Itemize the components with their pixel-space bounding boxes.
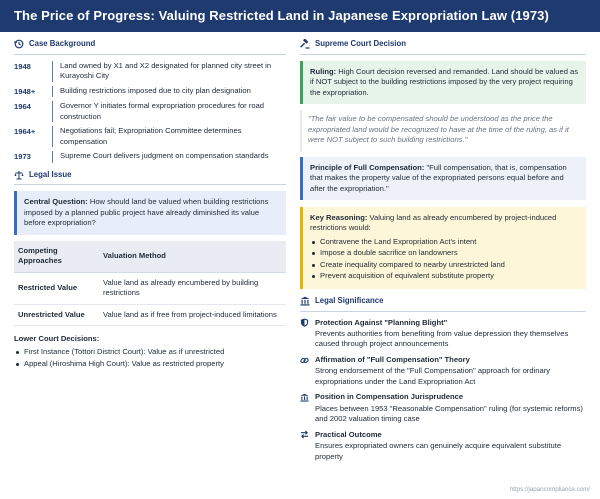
significance-item <box>300 355 586 387</box>
reasoning-list <box>310 237 579 282</box>
timeline-text: Governor Y initiates formal expropriation procedures for road construction <box>52 101 286 122</box>
institution-icon <box>300 296 310 306</box>
footer-url[interactable]: https://japancompliance.com/ <box>509 486 590 494</box>
timeline-item <box>14 151 286 162</box>
central-question-text: How should land be valued when building restrictions imposed by a planned public project have already diminished its value before expropriation? <box>24 197 269 228</box>
court-quote: "The fair value to be compensated should be understood as the price the expropriated land would be recognized to have at the time of the ruling, as if it were NOT subject to such building restrictions." <box>300 110 586 151</box>
significance-item <box>300 430 586 462</box>
link-icon <box>300 356 309 365</box>
timeline-text: Negotiations fail; Expropriation Committee determines compensation <box>52 126 286 147</box>
supreme-court-heading: Supreme Court Decision <box>300 39 586 55</box>
ruling-label: Ruling: <box>310 66 337 76</box>
right-column <box>300 32 586 467</box>
ruling-text: High Court decision reversed and remanded. Land should be valued as if NOT subject to the building restrictions imposed by the very project requiring the expropriation. <box>310 66 579 97</box>
central-question-label: Central Question: <box>24 197 88 207</box>
timeline-year: 1948+ <box>14 86 36 96</box>
significance-desc: Places between 1953 "Reasonable Compensation" ruling (for systemic reforms) and 2002 valuation timing case <box>315 403 583 424</box>
table-header-method: Valuation Method <box>99 241 286 272</box>
legal-significance-heading: Legal Significance <box>300 296 586 312</box>
list-item: Contravene the Land Expropriation Act's intent <box>310 237 579 247</box>
principle-label: Principle of Full Compensation: <box>310 162 425 172</box>
significance-title: Affirmation of "Full Compensation" Theory <box>315 354 470 364</box>
table-header-row <box>14 241 286 272</box>
significance-desc: Ensures expropriated owners can genuinely acquire equivalent substitute property <box>315 441 562 461</box>
approaches-table <box>14 241 286 326</box>
left-column <box>14 32 286 467</box>
page-header <box>0 0 600 32</box>
significance-title: Position in Compensation Jurisprudence <box>315 392 464 402</box>
reasoning-label: Key Reasoning: <box>310 212 368 222</box>
building-icon <box>300 393 309 402</box>
case-background-heading: Case Background <box>14 39 286 55</box>
timeline-item <box>14 101 286 122</box>
page-title: The Price of Progress: Valuing Restricted Land in Japanese Expropriation Law (1973) <box>14 8 549 24</box>
timeline-text: Building restrictions imposed due to city plan designation <box>52 86 286 97</box>
timeline-item <box>14 86 286 97</box>
significance-title: Practical Outcome <box>315 429 382 439</box>
table-cell-method: Value land as already encumbered by building restrictions <box>99 272 286 304</box>
list-item: Appeal (Hiroshima High Court): Value as restricted property <box>14 359 286 369</box>
principle-text: "Full compensation, that is, compensation that makes the property value of the expropriated persons equal before and after the expropriation." <box>310 162 567 193</box>
table-row <box>14 304 286 325</box>
legal-issue-heading: Legal Issue <box>14 170 286 186</box>
table-cell-approach: Unrestricted Value <box>14 304 99 325</box>
significance-desc: Prevents authorities from benefiting from value depression they themselves caused through project announcements <box>315 329 569 349</box>
key-reasoning-box <box>300 207 586 289</box>
scales-icon <box>14 170 24 180</box>
list-item: Create inequality compared to nearby unrestricted land <box>310 260 579 270</box>
lower-court-title: Lower Court Decisions: <box>14 334 100 343</box>
lower-court-list <box>14 347 286 369</box>
significance-item <box>300 318 586 350</box>
timeline-year: 1964 <box>14 102 31 112</box>
timeline-year: 1973 <box>14 152 31 162</box>
timeline <box>14 61 286 163</box>
gavel-icon <box>300 39 310 49</box>
timeline-text: Land owned by X1 and X2 designated for planned city street in Kurayoshi City <box>52 61 286 82</box>
list-item: Impose a double sacrifice on landowners <box>310 248 579 258</box>
significance-item <box>300 392 586 424</box>
exchange-icon <box>300 430 309 439</box>
table-cell-approach: Restricted Value <box>14 272 99 304</box>
principle-box <box>300 157 586 200</box>
shield-icon <box>300 318 309 327</box>
timeline-year: 1964+ <box>14 127 36 137</box>
significance-desc: Strong endorsement of the "Full Compensation" approach for ordinary expropriations under the Land Expropriation Act <box>315 366 551 386</box>
timeline-year: 1948 <box>14 61 31 71</box>
list-item: First Instance (Tottori District Court): Value as if unrestricted <box>14 347 286 357</box>
table-header-approaches: Competing Approaches <box>14 241 99 272</box>
reasoning-text: Valuing land as already encumbered by project-induced restrictions would: <box>310 212 557 233</box>
central-question-box <box>14 191 286 234</box>
content <box>0 32 600 467</box>
list-item: Prevent acquisition of equivalent substitute property <box>310 271 579 281</box>
timeline-item <box>14 61 286 82</box>
table-row <box>14 272 286 304</box>
timeline-text: Supreme Court delivers judgment on compensation standards <box>52 151 286 162</box>
table-cell-method: Value land as if free from project-induced limitations <box>99 304 286 325</box>
ruling-box <box>300 61 586 104</box>
significance-title: Protection Against "Planning Blight" <box>315 317 448 327</box>
history-icon <box>14 39 24 49</box>
timeline-item <box>14 126 286 147</box>
